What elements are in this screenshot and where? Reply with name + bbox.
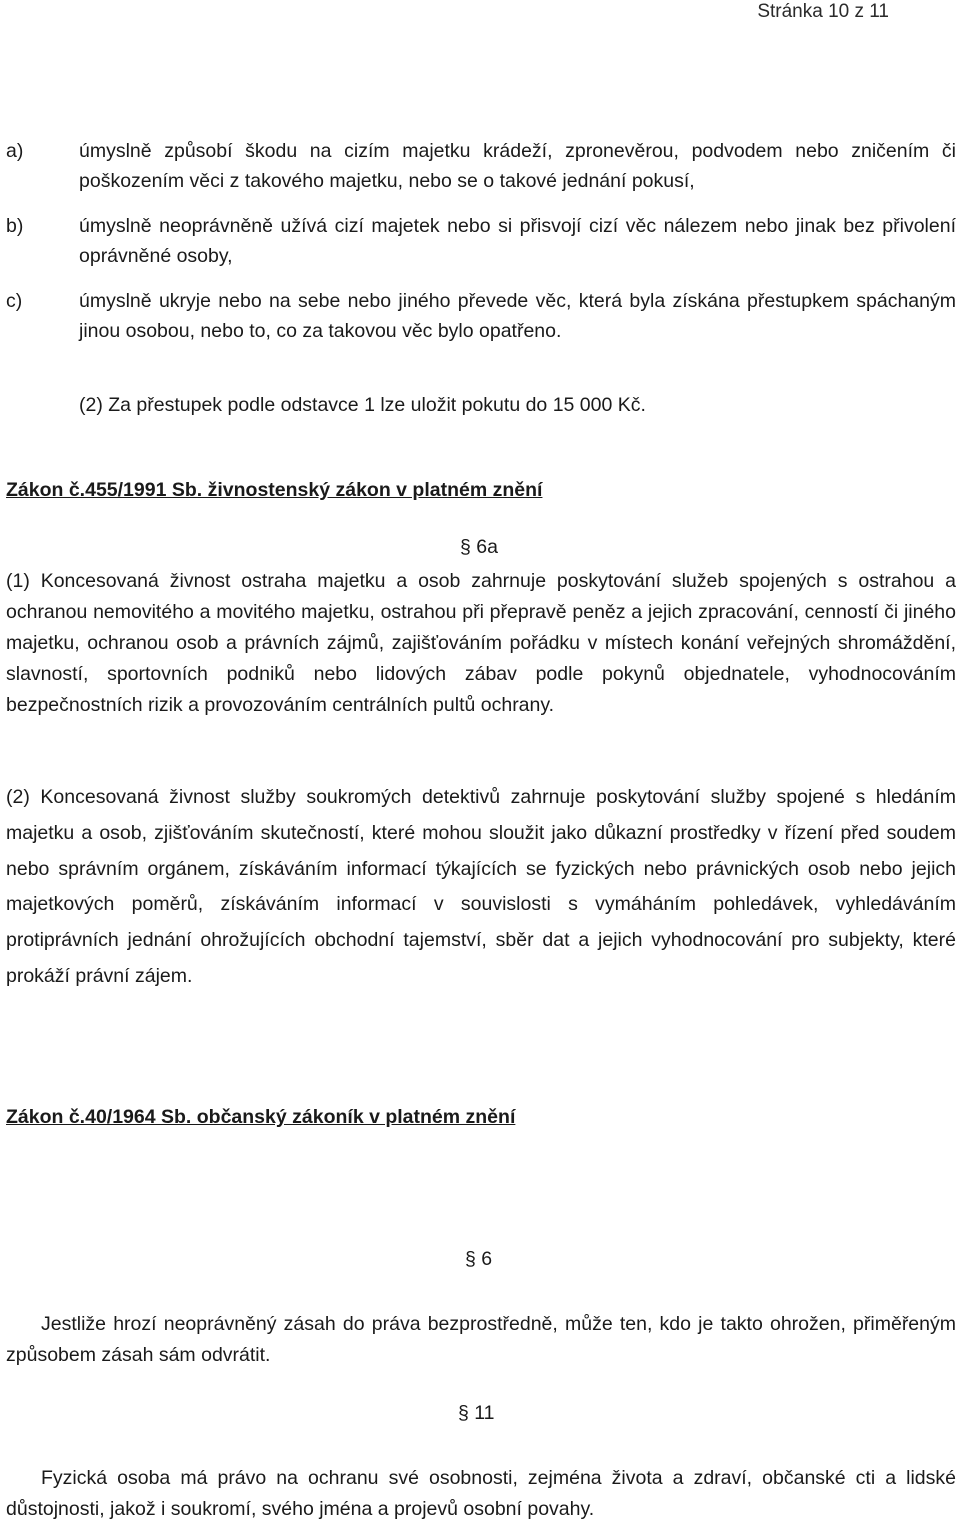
section-sign-6: § 6 [465, 1248, 493, 1270]
section-sign-11: § 11 [458, 1402, 495, 1424]
list-item-text: úmyslně ukryje nebo na sebe nebo jiného převede věc, která byla získána přestupkem spáchaným jinou osobou, nebo to, co za takovou věc bylo opatřeno. [79, 290, 956, 342]
law-heading-455: Zákon č.455/1991 Sb. živnostenský zákon v platném znění [6, 479, 543, 501]
law-heading-40: Zákon č.40/1964 Sb. občanský zákoník v platném znění [6, 1106, 516, 1128]
law-40-section-6-text: Jestliže hrozí neoprávněný zásah do práva bezprostředně, může ten, kdo je takto ohrožen, přiměřeným způsobem zásah sám odvrátit. [6, 1313, 956, 1366]
page-number-header: Stránka 10 z 11 [757, 1, 889, 22]
list-marker: a) [6, 140, 24, 162]
section-sign-6a: § 6a [460, 536, 498, 558]
law-40-section-11-text: Fyzická osoba má právo na ochranu své osobnosti, zejména života a zdraví, občanské cti a lidské důstojnosti, jakož i soukromí, svého jména a projevů osobní povahy. [6, 1467, 956, 1520]
offence-list [6, 136, 956, 346]
list-item-text: úmyslně neoprávněně užívá cizí majetek nebo si přisvojí cizí věc nálezem nebo jinak bez přivolení oprávněné osoby, [79, 215, 956, 267]
list-marker: c) [6, 290, 23, 312]
penalty-paragraph: (2) Za přestupek podle odstavce 1 lze uložit pokutu do 15 000 Kč. [79, 394, 646, 416]
list-item-b [6, 211, 956, 271]
list-item-text: úmyslně způsobí škodu na cizím majetku krádeží, zpronevěrou, podvodem nebo zničením či poškozením věci z takového majetku, nebo se o takové jednání pokusí, [79, 140, 956, 192]
law-455-paragraph-2: (2) Koncesovaná živnost služby soukromých detektivů zahrnuje poskytování služby spojené s hledáním majetku a osob, zjišťováním skutečností, které mohou sloužit jako důkazní prostředky v řízení před soudem nebo správním orgánem, získáváním informací týkajících se fyzických nebo právnických osob nebo jejich majetkových poměrů, získáváním informací v souvislosti s vymáháním pohledávek, vyhledáváním protiprávních jednání ohrožujících obchodní tajemství, sběr dat a jejich vyhodnocování pro subjekty, které prokáží právní zájem. [6, 786, 956, 987]
list-item-a [6, 136, 956, 196]
list-marker: b) [6, 215, 24, 237]
law-455-paragraph-1: (1) Koncesovaná živnost ostraha majetku a osob zahrnuje poskytování služeb spojených s ostrahou a ochranou nemovitého a movitého majetku, ostrahou při přepravě peněz a jejich zpracování, cenností či jiného majetku, ochranou osob a právních zájmů, zajišťováním pořádku v místech konání veřejných shromáždění, slavností, sportovních podniků nebo lidových zábav podle pokynů objednatele, vyhodnocováním bezpečnostních rizik a provozováním centrálních pultů ochrany. [6, 570, 956, 716]
list-item-c [6, 286, 956, 346]
